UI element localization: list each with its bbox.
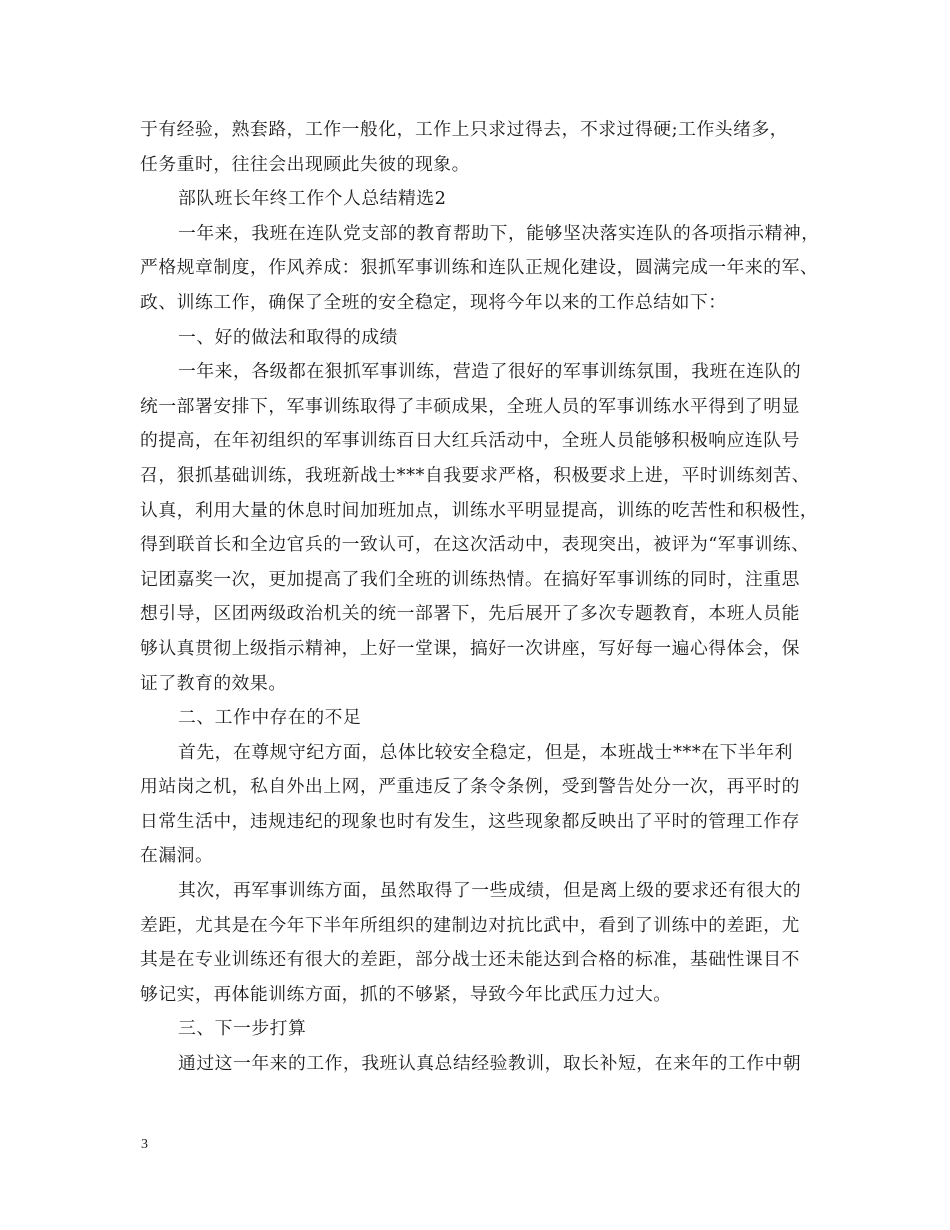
text-line: 差距，尤其是在今年下半年所组织的建制边对抗比武中，看到了训练中的差距，尤	[140, 914, 800, 936]
text-line: 用站岗之机，私自外出上网，严重违反了条令条例，受到警告处分一次，再平时的	[140, 776, 800, 798]
text-line: 三、下一步打算	[178, 1018, 307, 1040]
text-line: 政、训练工作，确保了全班的安全稳定，现将今年以来的工作总结如下：	[140, 291, 727, 313]
text-line: 部队班长年终工作个人总结精选2	[178, 188, 447, 210]
text-line: 统一部署安排下，军事训练取得了丰硕成果，全班人员的军事训练水平得到了明显	[140, 395, 800, 417]
text-line: 想引导，区团两级政治机关的统一部署下，先后展开了多次专题教育，本班人员能	[140, 603, 800, 625]
page-number: 3	[141, 1137, 148, 1152]
text-line: 记团嘉奖一次，更加提高了我们全班的训练热情。在搞好军事训练的同时，注重思	[140, 568, 800, 590]
text-line: 一、好的做法和取得的成绩	[178, 326, 398, 348]
text-line: 认真，利用大量的休息时间加班加点，训练水平明显提高，训练的吃苦性和积极性，	[140, 499, 819, 521]
text-line: 任务重时，往往会出现顾此失彼的现象。	[140, 153, 470, 175]
text-line: 一年来，我班在连队党支部的教育帮助下，能够坚决落实连队的各项指示精神，	[178, 222, 820, 244]
text-line: 的提高，在年初组织的军事训练百日大红兵活动中，全班人员能够积极响应连队号	[140, 430, 800, 452]
text-line: 够认真贯彻上级指示精神，上好一堂课，搞好一次讲座，写好每一遍心得体会，保	[140, 637, 800, 659]
text-line: 二、工作中存在的不足	[178, 707, 362, 729]
text-line: 日常生活中，违规违纪的现象也时有发生，这些现象都反映出了平时的管理工作存	[140, 810, 800, 832]
document-body	[140, 113, 820, 1082]
text-line: 通过这一年来的工作，我班认真总结经验教训，取长补短，在来年的工作中朝	[178, 1053, 802, 1075]
text-line: 够记实，再体能训练方面，抓的不够紧，导致今年比武压力过大。	[140, 983, 672, 1005]
text-line: 严格规章制度，作风养成：狠抓军事训练和连队正规化建设，圆满完成一年来的军、	[140, 257, 819, 279]
text-line: 在漏洞。	[140, 845, 214, 867]
text-line: 其次，再军事训练方面，虽然取得了一些成绩，但是离上级的要求还有很大的	[178, 880, 802, 902]
text-line: 首先，在尊规守纪方面，总体比较安全稳定，但是，本班战士***在下半年利	[178, 741, 793, 763]
text-line: 召，狠抓基础训练，我班新战士***自我要求严格，积极要求上进，平时训练刻苦、	[140, 464, 810, 486]
text-line: 其是在专业训练还有很大的差距，部分战士还未能达到合格的标准，基础性课目不	[140, 949, 800, 971]
text-line: 得到联首长和全边官兵的一致认可，在这次活动中，表现突出，被评为“军事训练、	[140, 534, 810, 556]
text-line: 于有经验，熟套路，工作一般化，工作上只求过得去，不求过得硬;工作头绪多，	[140, 119, 789, 140]
text-line: 证了教育的效果。	[140, 672, 287, 694]
text-line: 一年来，各级都在狠抓军事训练，营造了很好的军事训练氛围，我班在连队的	[178, 361, 802, 383]
